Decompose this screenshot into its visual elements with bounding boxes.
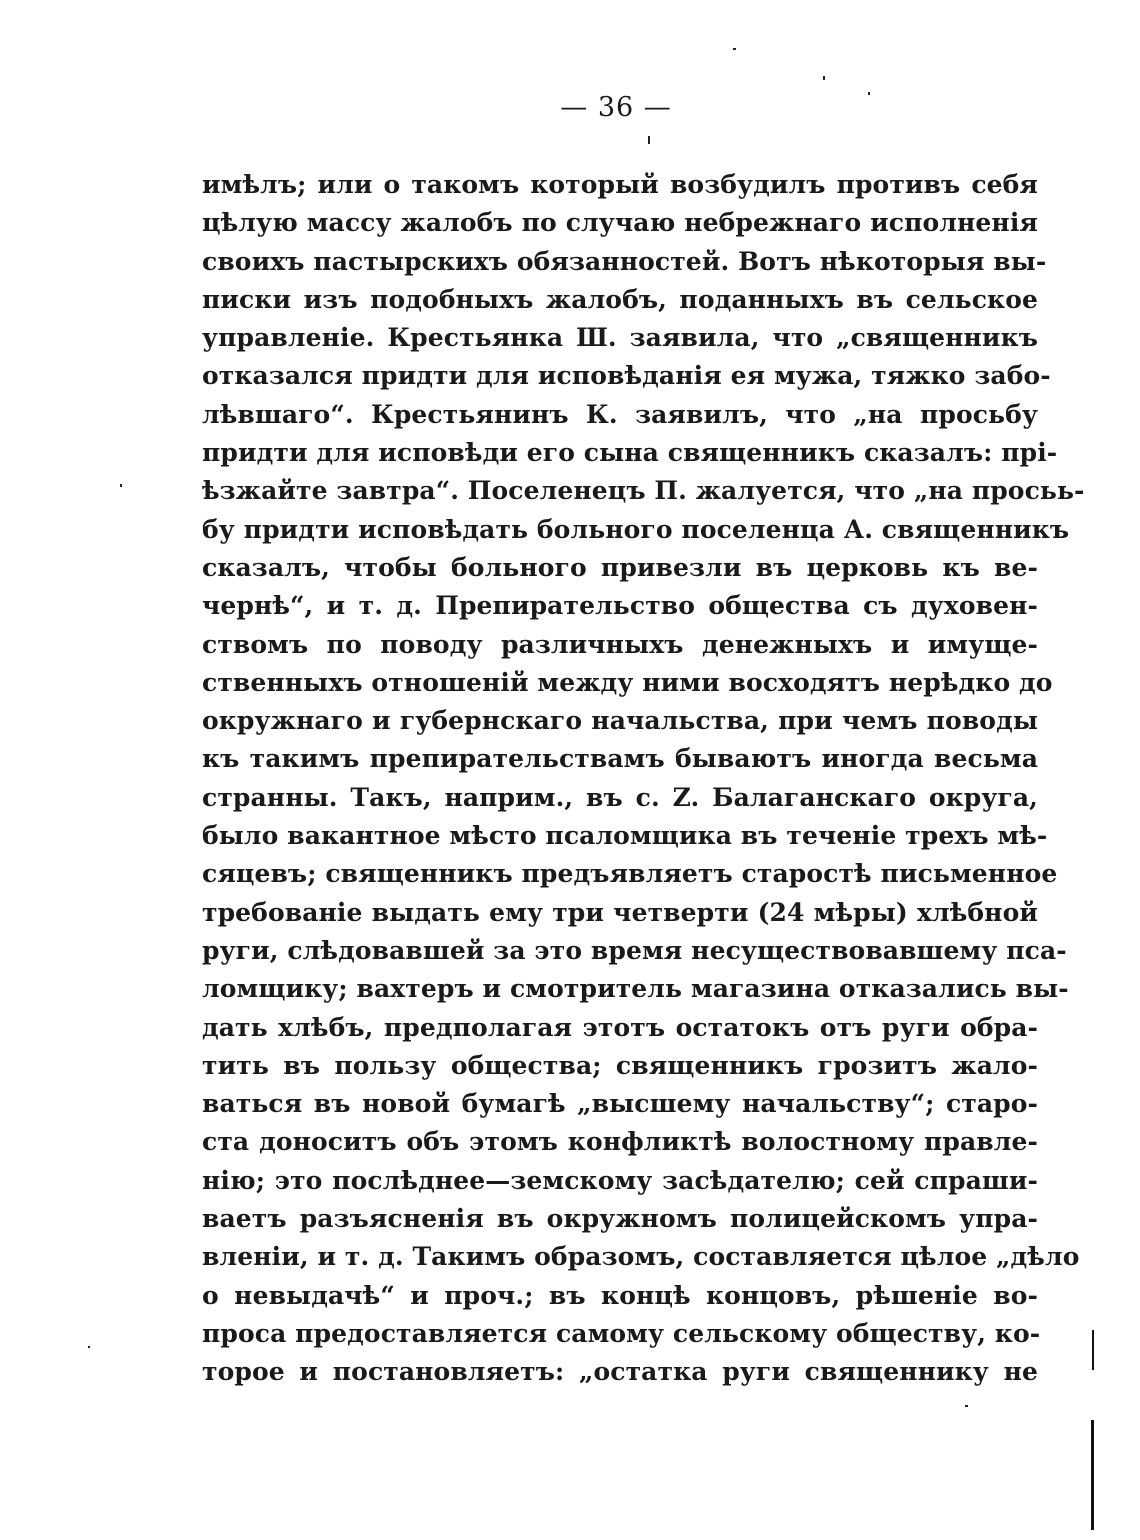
text-line: ствомъ по поводу различныхъ денежныхъ и имуще- bbox=[202, 629, 1038, 659]
scan-speck bbox=[965, 1405, 968, 1407]
text-line: своихъ пастырскихъ обязанностей. Вотъ нѣкоторыя вы- bbox=[202, 246, 1047, 276]
text-line: странны. Такъ, наприм., въ с. Z. Балаганскаго округа, bbox=[202, 782, 1038, 812]
scan-edge-mark bbox=[1092, 1330, 1094, 1370]
text-line: окружнаго и губернскаго начальства, при чемъ поводы bbox=[202, 706, 1038, 736]
scan-edge-mark bbox=[1091, 1420, 1094, 1530]
scan-speck bbox=[120, 484, 122, 487]
text-line: требованіе выдать ему три четверти (24 мѣры) хлѣбной bbox=[202, 897, 1038, 927]
text-line: ѣзжайте завтра“. Поселенецъ П. жалуется, что „на просьь- bbox=[202, 476, 1085, 506]
text-line: ста доноситъ объ этомъ конфликтѣ волостному правле- bbox=[202, 1127, 1038, 1157]
text-line: чернѣ“, и т. д. Препирательство общества съ духовен- bbox=[202, 591, 1038, 621]
text-line: придти для исповѣди его сына священникъ сказалъ: прі- bbox=[202, 438, 1058, 468]
text-line: дать хлѣбъ, предполагая этотъ остатокъ отъ руги обра- bbox=[202, 1012, 1038, 1042]
scan-speck bbox=[868, 92, 870, 95]
text-line: сказалъ, чтобы больного привезли въ церковь къ ве- bbox=[202, 552, 1038, 582]
text-line: къ такимъ препирательствамъ бываютъ иногда весьма bbox=[202, 744, 1038, 774]
text-line: о невыдачѣ“ и проч.; въ концѣ концовъ, рѣшеніе во- bbox=[202, 1280, 1038, 1310]
text-line: имѣлъ; или о такомъ который возбудилъ противъ себя bbox=[202, 170, 1038, 199]
scan-speck bbox=[88, 1346, 90, 1348]
text-line: сяцевъ; священникъ предъявляетъ старостѣ письменное bbox=[202, 859, 1058, 889]
text-line: ломщику; вахтеръ и смотритель магазина отказались вы- bbox=[202, 974, 1069, 1004]
text-line: отказался придти для исповѣданія ея мужа, тяжко забо- bbox=[202, 361, 1051, 391]
text-line: бу придти исповѣдать больного поселенца А. священникъ bbox=[202, 514, 1070, 544]
text-line: лѣвшаго“. Крестьянинъ К. заявилъ, что „на просьбу bbox=[202, 399, 1038, 429]
text-line: ваетъ разъясненія въ окружномъ полицейскомъ упра- bbox=[202, 1204, 1038, 1234]
body-text bbox=[202, 166, 1085, 1392]
text-line: ваться въ новой бумагѣ „высшему начальству“; старо- bbox=[202, 1089, 1038, 1119]
text-line: тить въ пользу общества; священникъ грозитъ жало- bbox=[202, 1050, 1038, 1080]
page-number: — 36 — bbox=[560, 92, 672, 123]
text-line: было вакантное мѣсто псаломщика въ теченіе трехъ мѣ- bbox=[202, 821, 1048, 851]
text-line: цѣлую массу жалобъ по случаю небрежнаго исполненія bbox=[202, 208, 1038, 238]
text-line: писки изъ подобныхъ жалобъ, поданныхъ въ сельское bbox=[202, 284, 1038, 314]
text-line: торое и постановляетъ: „остатка руги священнику не bbox=[202, 1357, 1038, 1387]
text-line: руги, слѣдовавшей за это время несуществовавшему пса- bbox=[202, 935, 1067, 965]
scan-speck bbox=[823, 76, 825, 80]
text-line: нію; это послѣднее—земскому засѣдателю; сей спраши- bbox=[202, 1165, 1038, 1195]
text-line: проса предоставляется самому сельскому обществу, ко- bbox=[202, 1318, 1041, 1348]
text-line: вленіи, и т. д. Такимъ образомъ, составляется цѣлое „дѣло bbox=[202, 1242, 1080, 1272]
text-line: управленіе. Крестьянка Ш. заявила, что „священникъ bbox=[202, 323, 1038, 353]
text-line: ственныхъ отношеній между ними восходятъ нерѣдко до bbox=[202, 667, 1053, 697]
scan-speck bbox=[733, 48, 736, 50]
scan-speck bbox=[648, 136, 650, 144]
